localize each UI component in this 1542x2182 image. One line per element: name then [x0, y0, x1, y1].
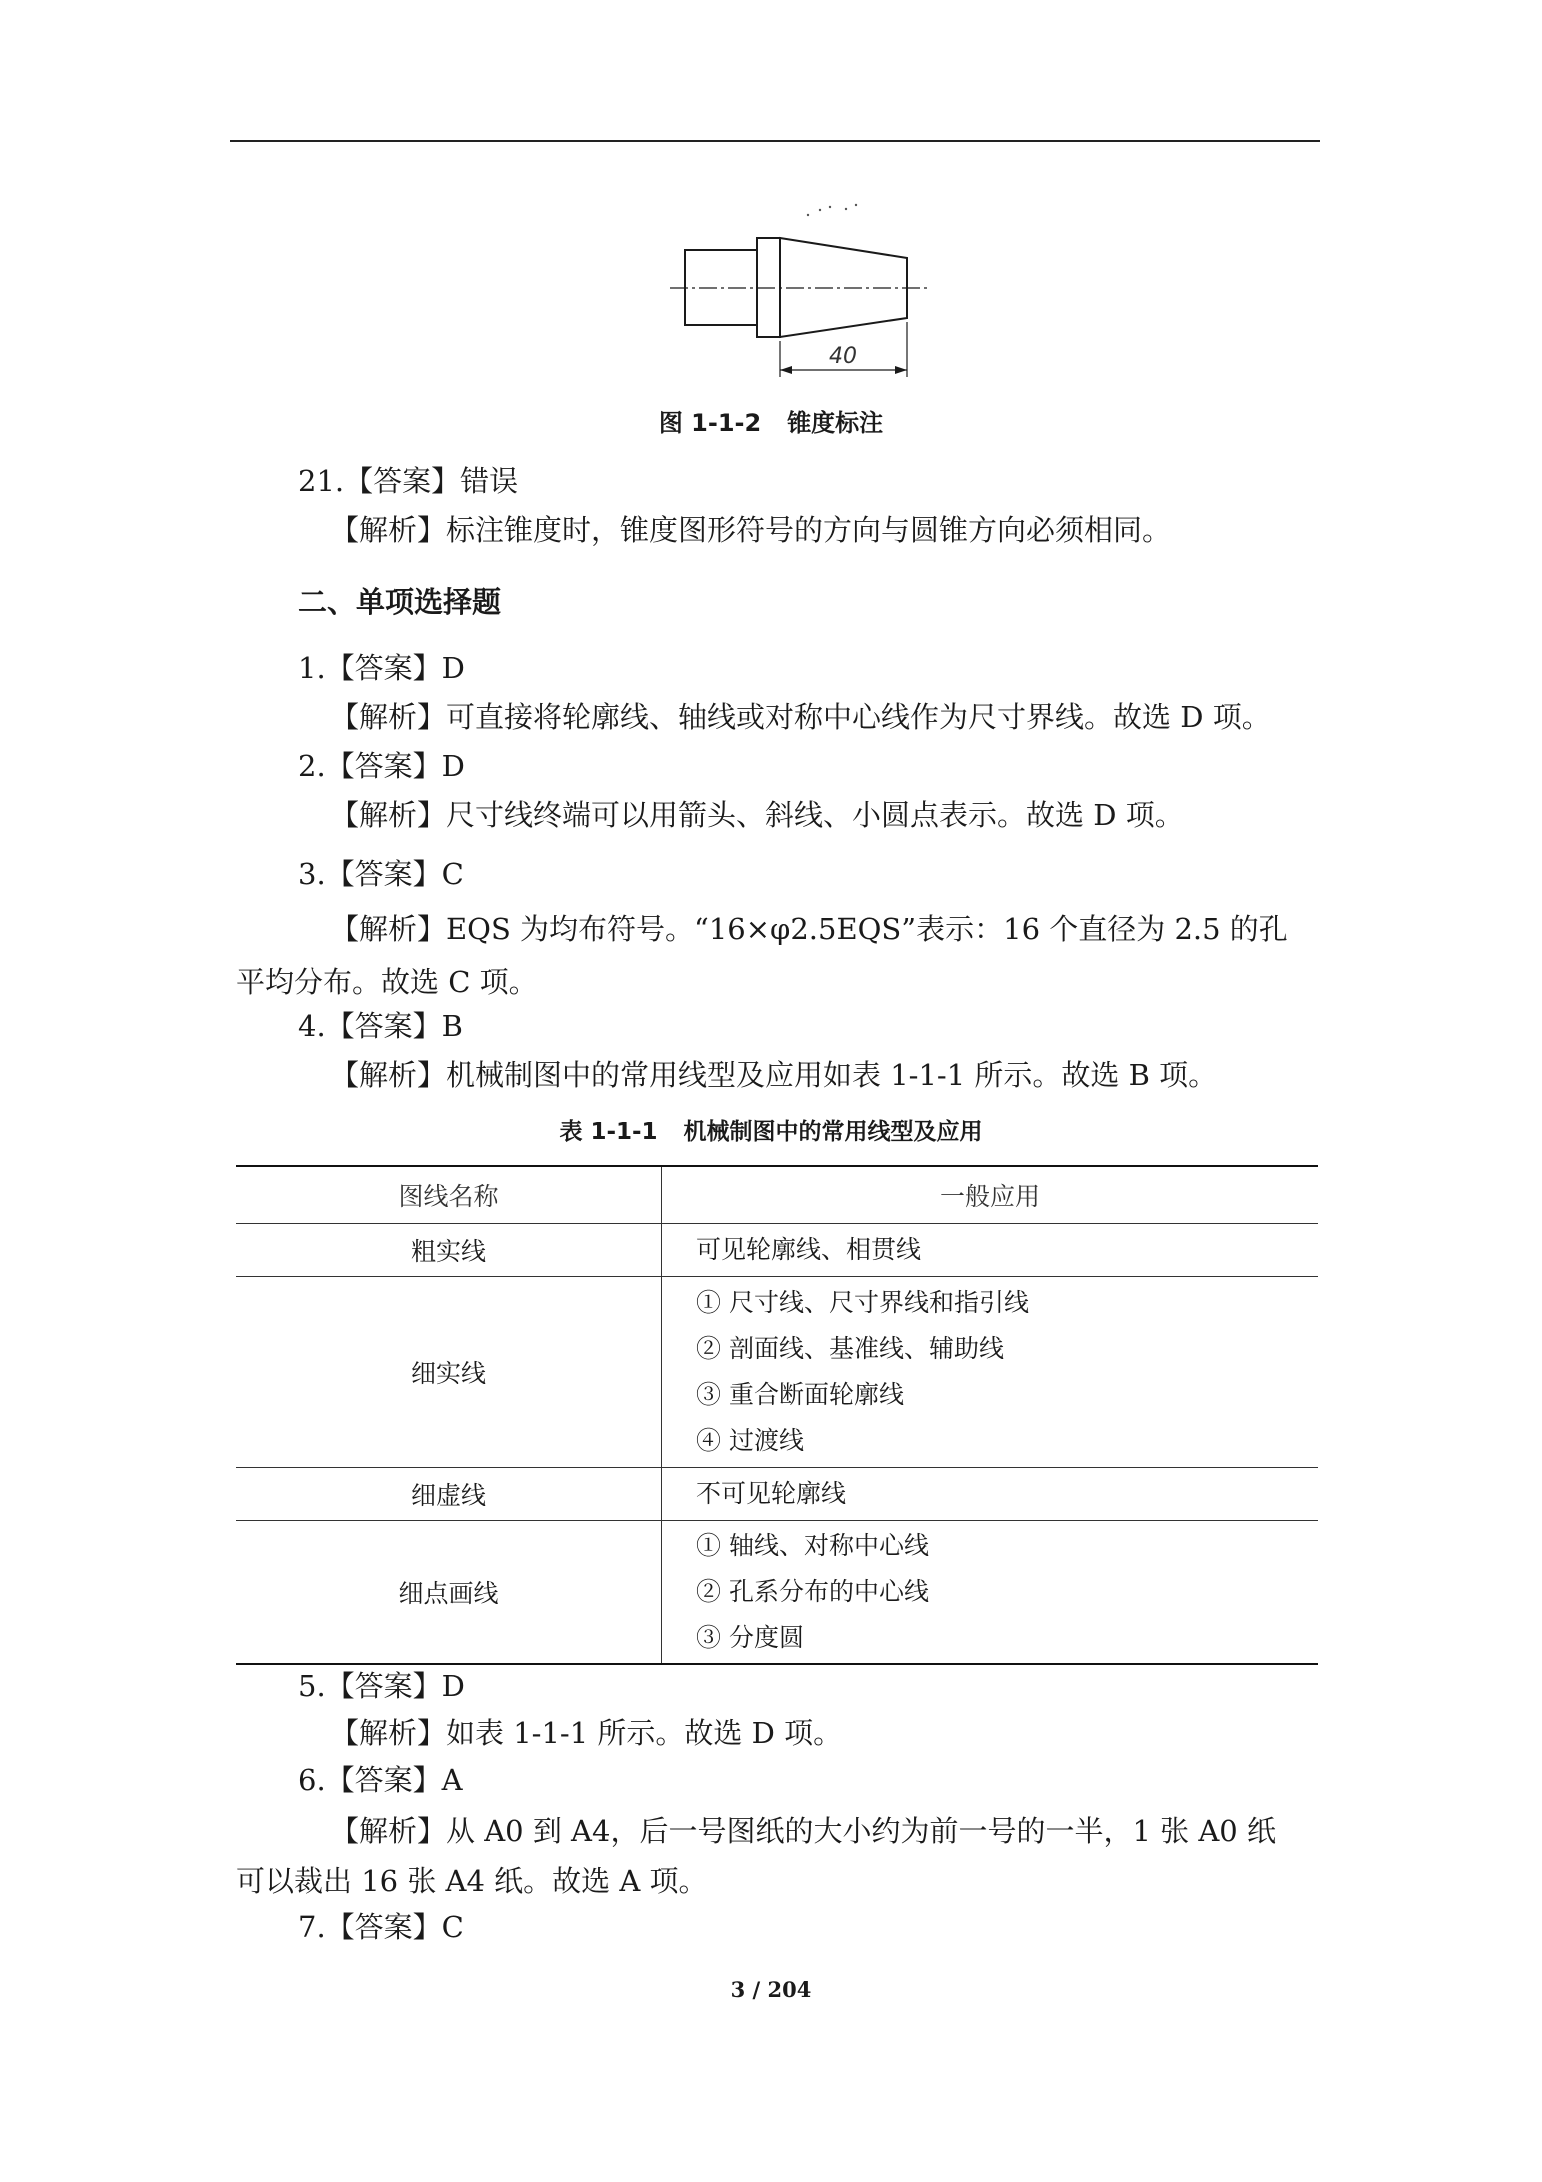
answer-21: 21.【答案】错误 — [298, 464, 519, 498]
table-row — [236, 1224, 1318, 1277]
line-type-uses — [662, 1224, 1319, 1277]
answer-4: 4.【答案】B — [298, 1009, 463, 1043]
use-item: ① 轴线、对称中心线 — [696, 1531, 929, 1560]
table-row — [236, 1277, 1318, 1468]
answer-5: 5.【答案】D — [298, 1669, 465, 1703]
figure-title: 锥度标注 — [787, 409, 884, 437]
table-row — [236, 1521, 1318, 1665]
use-item: ② 孔系分布的中心线 — [696, 1577, 929, 1606]
line-type-name: 细点画线 — [236, 1521, 662, 1665]
figure-number: 图 1-1-2 — [658, 409, 762, 437]
table-header-row — [236, 1166, 1318, 1224]
line-type-uses — [662, 1277, 1319, 1468]
answer-3: 3.【答案】C — [298, 857, 464, 891]
table-number: 表 1-1-1 — [559, 1119, 658, 1145]
answer-6-explanation-cont: 可以裁出 16 张 A4 纸。故选 A 项。 — [236, 1864, 708, 1898]
use-item: 可见轮廓线、相贯线 — [696, 1235, 922, 1264]
answer-2-explanation: 【解析】尺寸线终端可以用箭头、斜线、小圆点表示。故选 D 项。 — [330, 798, 1184, 832]
answer-21-explanation: 【解析】标注锥度时，锥度图形符号的方向与圆锥方向必须相同。 — [330, 513, 1172, 547]
faint-taper-symbol — [807, 204, 857, 216]
line-type-uses — [662, 1468, 1319, 1521]
answer-2: 2.【答案】D — [298, 749, 465, 783]
table-row — [236, 1468, 1318, 1521]
answer-1: 1.【答案】D — [298, 651, 465, 685]
table-title: 机械制图中的常用线型及应用 — [683, 1119, 983, 1145]
answer-3-explanation-cont: 平均分布。故选 C 项。 — [236, 965, 538, 999]
use-item: ④ 过渡线 — [696, 1426, 804, 1455]
answer-6-explanation: 【解析】从 A0 到 A4，后一号图纸的大小约为前一号的一半，1 张 A0 纸 — [330, 1814, 1276, 1848]
answer-3-explanation: 【解析】EQS 为均布符号。“16×φ2.5EQS”表示：16 个直径为 2.5 的孔 — [330, 912, 1288, 946]
table-caption — [0, 1113, 1542, 1146]
use-item: ② 剖面线、基准线、辅助线 — [696, 1334, 1004, 1363]
line-type-table — [236, 1165, 1318, 1665]
dimension-value: 40 — [829, 344, 857, 369]
header-rule — [230, 140, 1320, 142]
answer-5-explanation: 【解析】如表 1-1-1 所示。故选 D 项。 — [330, 1716, 843, 1750]
line-type-uses — [662, 1521, 1319, 1665]
table-header-use: 一般应用 — [662, 1166, 1319, 1224]
answer-4-explanation: 【解析】机械制图中的常用线型及应用如表 1-1-1 所示。故选 B 项。 — [330, 1058, 1218, 1092]
page-number: 3 / 204 — [730, 1977, 812, 2002]
answer-1-explanation: 【解析】可直接将轮廓线、轴线或对称中心线作为尺寸界线。故选 D 项。 — [330, 700, 1271, 734]
section-heading: 二、单项选择题 — [298, 585, 502, 619]
table-header-name: 图线名称 — [236, 1166, 662, 1224]
line-type-name: 粗实线 — [236, 1224, 662, 1277]
use-item: 不可见轮廓线 — [696, 1479, 847, 1508]
taper-dimension-figure — [660, 195, 940, 385]
use-item: ① 尺寸线、尺寸界线和指引线 — [696, 1288, 1029, 1317]
use-item: ③ 重合断面轮廓线 — [696, 1380, 904, 1409]
line-type-name: 细虚线 — [236, 1468, 662, 1521]
answer-7: 7.【答案】C — [298, 1910, 464, 1944]
answer-6: 6.【答案】A — [298, 1763, 463, 1797]
use-item: ③ 分度圆 — [696, 1623, 804, 1652]
line-type-name: 细实线 — [236, 1277, 662, 1468]
figure-caption — [0, 403, 1542, 438]
